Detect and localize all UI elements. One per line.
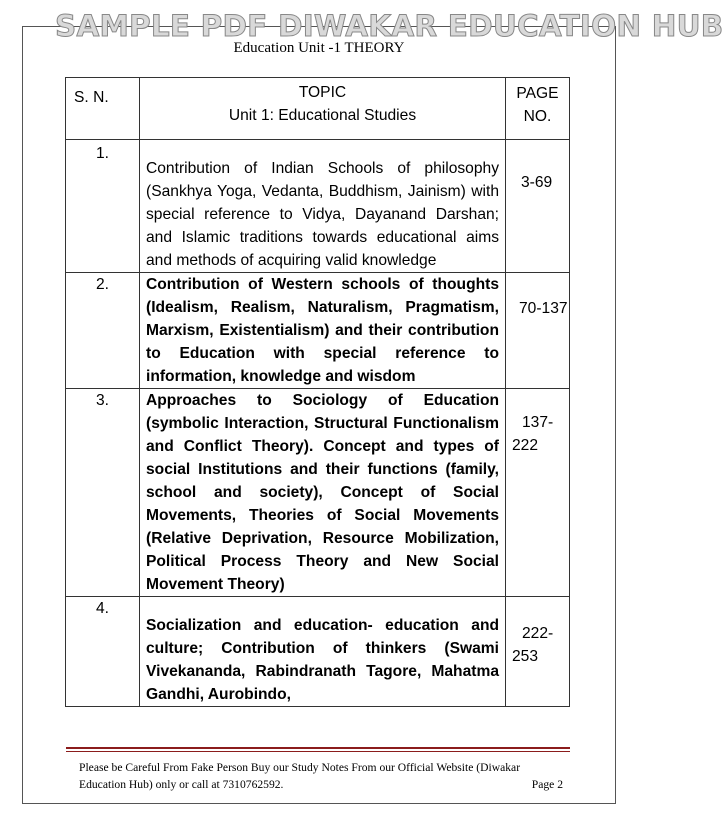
row-topic	[140, 273, 506, 389]
footer-notice-line2: Education Hub) only or call at 7310762592.	[79, 778, 284, 791]
row-topic	[140, 597, 506, 707]
header-topic	[140, 78, 506, 140]
row-topic-text: Approaches to Sociology of Education (symbolic Interaction, Structural Functionalism and Conflict Theory). Concept and types of social Institutions and their functions (family, school and society), Concept of Social Movements, Theories of Social Movements (Relative Deprivation, Resource Mobilization, Political Process Theory and New Social Movement Theory)	[146, 392, 499, 593]
table-row	[66, 597, 570, 707]
header-page: PAGE NO.	[506, 78, 570, 140]
row-page	[506, 140, 570, 273]
row-topic-text: Contribution of Indian Schools of philosophy (Sankhya Yoga, Vedanta, Buddhism, Jainism) with special reference to Vidya, Dayanand Darshan; and Islamic traditions towards educational aims and methods of acquiring valid knowledge	[146, 160, 499, 269]
row-page-text: 70-137	[519, 300, 568, 317]
watermark: SAMPLE PDF DIWAKAR EDUCATION HUB	[55, 9, 723, 43]
row-sn: 1.	[66, 140, 140, 273]
row-topic-text: Socialization and education- education and culture; Contribution of thinkers (Swami Vivekananda, Rabindranath Tagore, Mahatma Gandhi, Aurobindo,	[146, 617, 499, 703]
row-sn: 4.	[66, 597, 140, 707]
page-number: Page 2	[531, 778, 563, 791]
header-topic-line2: Unit 1: Educational Studies	[228, 107, 417, 124]
table-header-row	[66, 78, 570, 140]
header-topic-line1: TOPIC	[298, 84, 347, 101]
row-page-text: 137-222	[512, 414, 554, 454]
header-sn: S. N.	[66, 78, 140, 140]
row-page	[506, 273, 570, 389]
row-topic	[140, 140, 506, 273]
contents-table	[65, 77, 570, 707]
footer-divider	[66, 751, 570, 752]
footer-line2	[79, 776, 563, 793]
footer-notice-line1: Please be Careful From Fake Person Buy our Study Notes From our Official Website (Diwakar	[79, 761, 521, 774]
table-row	[66, 389, 570, 597]
row-sn: 3.	[66, 389, 140, 597]
table-row	[66, 273, 570, 389]
row-page-text: 222-253	[512, 625, 554, 665]
row-page-text: 3-69	[521, 174, 553, 191]
table-row	[66, 140, 570, 273]
page-header-title: Education Unit -1 THEORY	[233, 40, 405, 56]
row-page	[506, 597, 570, 707]
footer	[79, 759, 563, 793]
row-topic-text: Contribution of Western schools of thoughts (Idealism, Realism, Naturalism, Pragmatism, Marxism, Existentialism) and their contribution to Education with special reference to information, knowledge and wisdom	[146, 276, 499, 385]
row-page	[506, 389, 570, 597]
footer-divider	[66, 747, 570, 749]
row-topic	[140, 389, 506, 597]
row-sn: 2.	[66, 273, 140, 389]
